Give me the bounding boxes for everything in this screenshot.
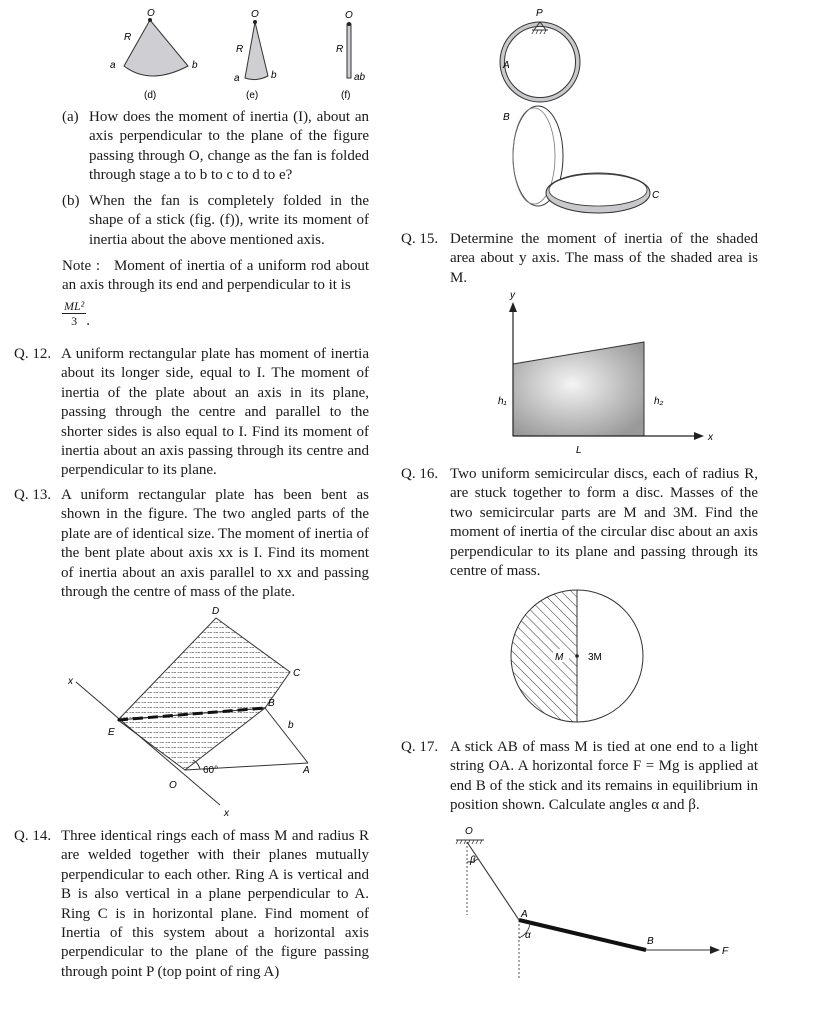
q15-label-h1: h₁	[498, 396, 507, 407]
q12-text: A uniform rectangular plate has moment of inertia about its longer side, equal to I. The moment of inertia of the plate about an axis in its plane, passing through the centre and parallel to the shorter sides is also equal to I. Find its moment of inertia about an axis passing through its centre and perpendicular to its plane.	[61, 346, 369, 479]
question-13	[14, 486, 369, 602]
q14-label-c: C	[652, 190, 660, 201]
q14-label-b: B	[503, 112, 510, 123]
question-16	[401, 465, 758, 581]
q13-label-x-bottom: x	[224, 808, 229, 819]
fan-e-label-o: O	[251, 9, 259, 20]
q11-note-label: Note :	[62, 258, 100, 274]
q11-part-a-text: How does the moment of inertia (I), about an axis perpendicular to the plane of the figure passing through O, change as the fan is folded through stage a to b to c to d to e?	[89, 109, 369, 184]
q16-disc-figure	[505, 585, 655, 730]
q16-label-3m: 3M	[588, 652, 602, 663]
q11-formula-denominator: 3	[71, 313, 78, 328]
q11-note-text: Moment of inertia of a uniform rod about an axis through its end and perpendicular to it is	[62, 258, 370, 294]
q17-label-beta: β	[470, 855, 476, 866]
fan-f-label-r: R	[336, 44, 344, 55]
q13-label-d: D	[212, 606, 220, 617]
q15-label-l: L	[576, 445, 582, 456]
fan-e-label-r: R	[236, 44, 244, 55]
q13-label-x-top: x	[68, 676, 73, 687]
q14-label-p: P	[536, 8, 543, 19]
fan-figure-e	[234, 9, 277, 101]
q16-label-m: M	[555, 652, 564, 663]
q11-part-a	[62, 108, 369, 186]
fan-d-label-r: R	[124, 32, 132, 43]
q15-label-y: y	[510, 290, 515, 301]
q13-text: A uniform rectangular plate has been bent as shown in the figure. The two angled parts of the plate are of identical size. The moment of inertia of the bent plate about axis xx is I. Find its moment of inertia about an axis parallel to xx and passing through the centre of mass of the plate.	[61, 487, 369, 601]
fan-figures	[100, 4, 380, 104]
q17-number: Q. 17.	[401, 739, 439, 755]
question-14	[14, 827, 369, 982]
q15-trapezoid-figure	[490, 288, 730, 458]
q16-number: Q. 16.	[401, 466, 439, 482]
fan-f-caption: (f)	[341, 90, 351, 101]
q17-stick-figure	[450, 820, 740, 985]
q15-number: Q. 15.	[401, 231, 439, 247]
q15-text: Determine the moment of inertia of the shaded area about y axis. The mass of the shaded area is M.	[450, 231, 758, 286]
q14-text: Three identical rings each of mass M and radius R are welded together with their planes mutually perpendicular to each other. Ring A is vertical and B is also vertical in a plane perpendicular to A. Ring C is in horizontal plane. Find moment of Inertia of this system about a horizontal axis perpendicular to the plane of the figure passing through point P (top point of ring A)	[61, 828, 369, 980]
q11-part-b-label: (b)	[62, 193, 80, 209]
fan-e-label-a: a	[234, 73, 240, 84]
fan-d-label-o: O	[147, 8, 155, 19]
q14-number: Q. 14.	[14, 828, 52, 844]
fan-figure-d	[110, 8, 198, 101]
q11-formula-numerator: ML²	[64, 298, 85, 313]
q17-text: A stick AB of mass M is tied at one end to a light string OA. A horizontal force F = Mg is applied at end B of the stick and its remains in equilibrium in position shown. Calculate angles α and β.	[450, 739, 758, 814]
fan-f-label-ab: ab	[354, 72, 366, 83]
q17-label-alpha: α	[525, 930, 531, 941]
q17-label-b: B	[647, 936, 654, 947]
fan-f-label-o: O	[345, 10, 353, 21]
q13-label-e: E	[108, 727, 115, 738]
q17-label-a: A	[521, 909, 528, 920]
q11-note-formula	[62, 299, 86, 328]
q11-note: Note : Moment of inertia of a uniform rod about an axis through its end and perpendicular to it is $\frac{\text{ML²}}{3}$ .	[62, 258, 370, 329]
q14-label-a: A	[503, 60, 510, 71]
q15-label-h2: h₂	[654, 396, 664, 407]
fan-e-label-b: b	[271, 70, 277, 81]
q14-rings-figure	[490, 0, 680, 222]
q13-number: Q. 13.	[14, 487, 52, 503]
q15-label-x: x	[708, 432, 713, 443]
question-12	[14, 345, 369, 481]
fan-d-caption: (d)	[144, 90, 157, 101]
q13-label-b: B	[268, 698, 275, 709]
q13-bent-plate-figure	[60, 600, 360, 822]
q13-label-a: A	[303, 765, 310, 776]
q16-text: Two uniform semicircular discs, each of radius R, are stuck together to form a disc. Masses of the two semicircular parts are M and 3M. Find the moment of inertia of the circular disc about an axis perpendicular to its plane and passing through its centre of mass.	[450, 466, 758, 580]
q13-label-o: O	[169, 780, 177, 791]
q13-label-b-length: b	[288, 720, 294, 731]
q11-part-a-label: (a)	[62, 109, 79, 125]
q13-label-c: C	[293, 668, 301, 679]
q11-part-b	[62, 192, 369, 250]
q11-part-b-text: When the fan is completely folded in the shape of a stick (fig. (f)), write its moment of inertia about the above mentioned axis.	[89, 193, 369, 248]
q17-label-o: O	[465, 826, 473, 837]
fan-d-label-b: b	[192, 60, 198, 71]
q12-number: Q. 12.	[14, 346, 52, 362]
fan-e-caption: (e)	[246, 90, 259, 101]
q13-angle-label: 60°	[203, 765, 219, 776]
question-15	[401, 230, 758, 288]
fan-figure-f	[336, 10, 366, 101]
question-17	[401, 738, 758, 816]
q17-label-f: F	[722, 946, 729, 957]
fan-d-label-a: a	[110, 60, 116, 71]
